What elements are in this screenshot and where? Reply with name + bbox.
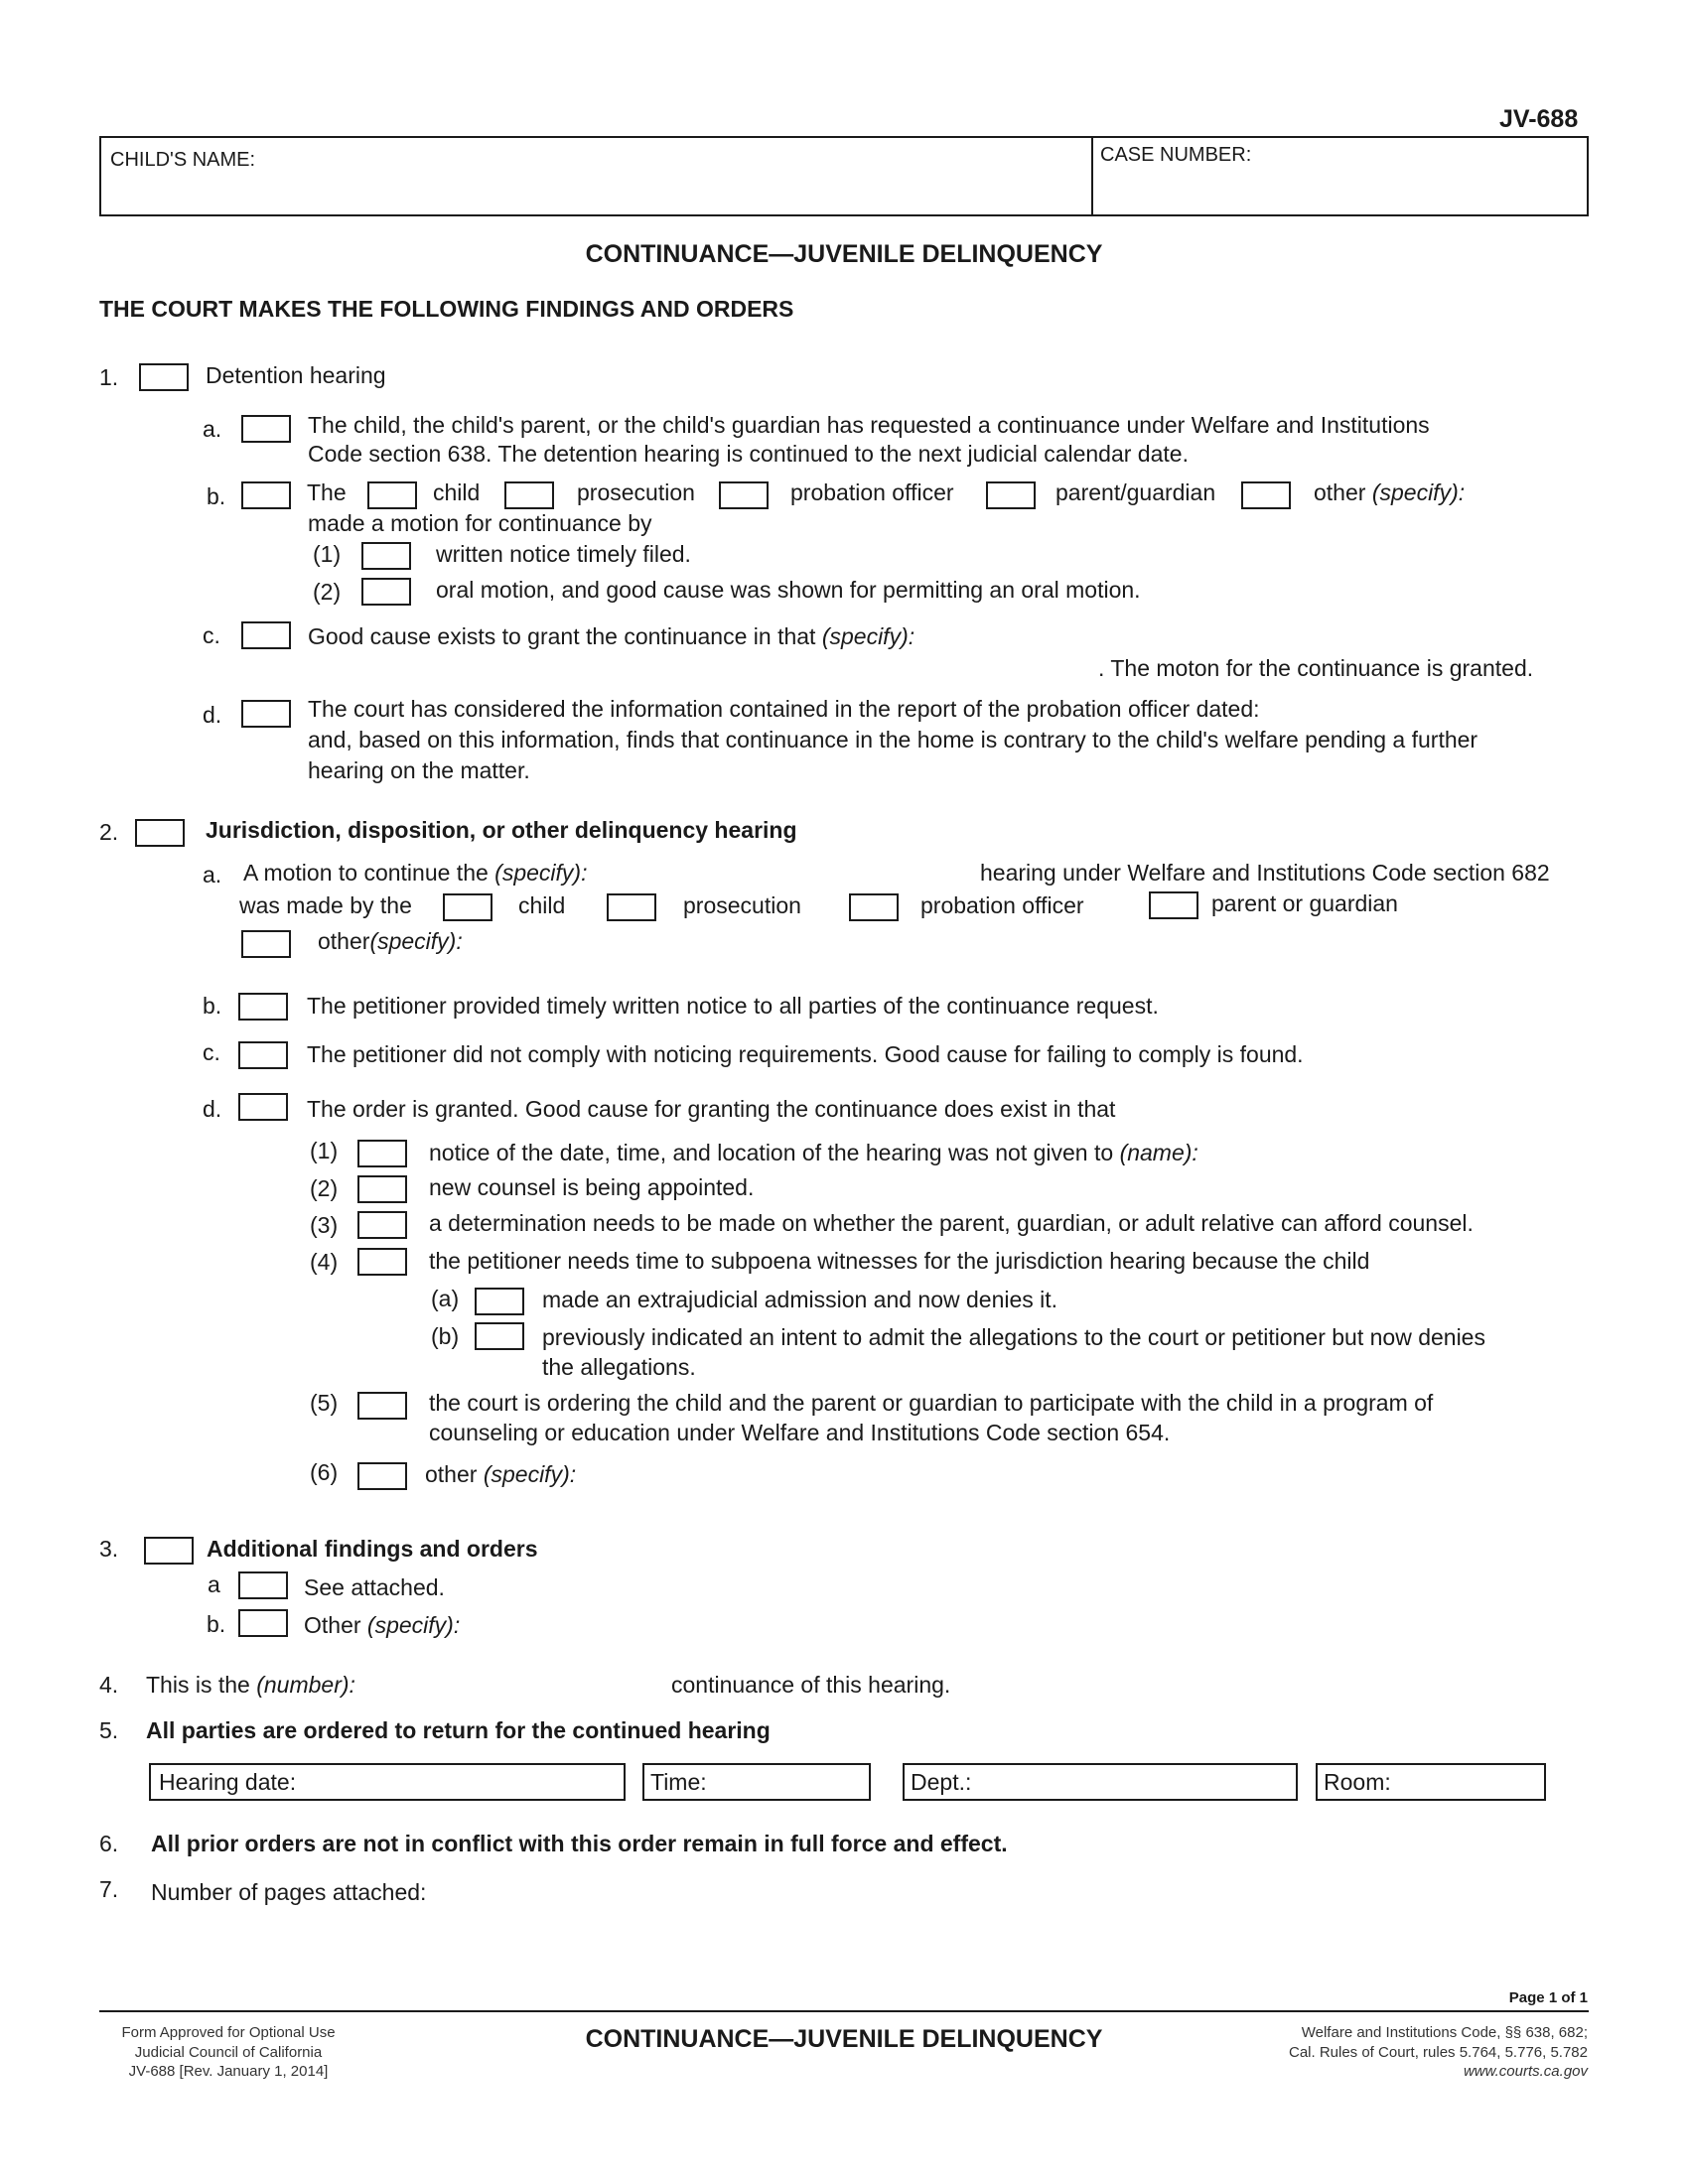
- item-1b-parent-guardian-checkbox[interactable]: [986, 481, 1036, 509]
- item-2a-probation-officer-label: probation officer: [920, 892, 1084, 918]
- item-1b-parent-guardian-label: parent/guardian: [1055, 479, 1216, 505]
- item-1d-line3: hearing on the matter.: [308, 757, 530, 783]
- child-name-label: CHILD'S NAME:: [110, 149, 256, 171]
- item-1b-other-label: [1314, 479, 1465, 505]
- item-2b-checkbox[interactable]: [238, 993, 288, 1021]
- item-2b-letter: b.: [203, 993, 222, 1019]
- item-2d5-number: (5): [310, 1390, 339, 1416]
- item-2a-made-by: was made by the: [239, 892, 412, 918]
- hearing-date-field[interactable]: [149, 1763, 626, 1801]
- section-4-number-label: (number):: [256, 1672, 355, 1698]
- footer-left-line1: Form Approved for Optional Use: [121, 2024, 336, 2041]
- item-1b-opt1-number: (1): [313, 541, 342, 567]
- section-6-text: All prior orders are not in conflict with this order remain in full force and effect.: [151, 1831, 1008, 1856]
- section-2-number: 2.: [99, 819, 119, 845]
- item-3b-letter: b.: [207, 1611, 226, 1637]
- section-3-number: 3.: [99, 1536, 119, 1562]
- item-3b-text: [304, 1612, 460, 1638]
- section-3-title: Additional findings and orders: [207, 1536, 538, 1562]
- item-2a-letter: a.: [203, 862, 222, 887]
- item-1b-opt2-checkbox[interactable]: [361, 578, 411, 606]
- footer-title: CONTINUANCE—JUVENILE DELINQUENCY: [585, 2025, 1103, 2053]
- item-2d6-checkbox[interactable]: [357, 1462, 407, 1490]
- item-2d1-number: (1): [310, 1138, 339, 1163]
- item-1b-opt2-text: oral motion, and good cause was shown for permitting an oral motion.: [436, 577, 1141, 603]
- item-2d6-number: (6): [310, 1459, 339, 1485]
- item-2a-other-specify: (specify):: [369, 928, 463, 954]
- item-1a-line1: The child, the child's parent, or the child's guardian has requested a continuance under Welfare and Institutions: [308, 412, 1430, 438]
- footer-left-line2: Judicial Council of California: [134, 2043, 323, 2061]
- item-1b-other-text: other: [1314, 479, 1366, 505]
- room-field[interactable]: [1316, 1763, 1546, 1801]
- item-2c-checkbox[interactable]: [238, 1041, 288, 1069]
- item-2d2-text: new counsel is being appointed.: [429, 1174, 755, 1200]
- item-2d6-text: [425, 1461, 576, 1487]
- item-1b-other-checkbox[interactable]: [1241, 481, 1291, 509]
- item-1c-specify: (specify):: [821, 623, 915, 649]
- item-1c-text: [308, 623, 914, 649]
- item-2d4a-text: made an extrajudicial admission and now denies it.: [542, 1287, 1058, 1312]
- item-2d4b-line1: previously indicated an intent to admit the allegations to the court or petitioner but now denies: [542, 1324, 1485, 1350]
- item-1d-letter: d.: [203, 702, 222, 728]
- dept-label: Dept.:: [911, 1769, 972, 1795]
- item-1b-opt2-number: (2): [313, 579, 342, 605]
- section-7-text: Number of pages attached:: [151, 1879, 427, 1905]
- footer-left-line3: JV-688 [Rev. January 1, 2014]: [128, 2063, 329, 2080]
- case-number-label: CASE NUMBER:: [1100, 144, 1252, 166]
- section-4-prefix: [146, 1672, 355, 1698]
- item-2d4-text: the petitioner needs time to subpoena witnesses for the jurisdiction hearing because the child: [429, 1248, 1370, 1274]
- hearing-date-label: Hearing date:: [159, 1769, 297, 1795]
- item-2a-prosecution-label: prosecution: [683, 892, 801, 918]
- section-1-number: 1.: [99, 364, 119, 390]
- item-1b-opt1-text: written notice timely filed.: [436, 541, 691, 567]
- item-2a-other-label: [318, 928, 463, 954]
- header-divider: [1091, 136, 1093, 216]
- section-2-title: Jurisdiction, disposition, or other delinquency hearing: [206, 817, 797, 843]
- item-2c-text: The petitioner did not comply with noticing requirements. Good cause for failing to comply is found.: [307, 1041, 1304, 1067]
- item-2d1-text: [429, 1140, 1198, 1165]
- footer-right-line2: Cal. Rules of Court, rules 5.764, 5.776, 5.782: [1288, 2043, 1588, 2061]
- item-1c-checkbox[interactable]: [241, 621, 291, 649]
- item-2d1-main: notice of the date, time, and location of the hearing was not given to: [429, 1140, 1114, 1165]
- section-3-checkbox[interactable]: [144, 1537, 194, 1565]
- item-1b-specify-text: (specify):: [1371, 479, 1466, 505]
- item-2a-child-checkbox[interactable]: [443, 893, 492, 921]
- item-1a-letter: a.: [203, 416, 222, 442]
- section-5-title: All parties are ordered to return for the continued hearing: [146, 1717, 771, 1743]
- form-number: JV-688: [1499, 105, 1579, 133]
- item-2a-main: A motion to continue the: [243, 860, 489, 886]
- footer-right: [1289, 2023, 1588, 2082]
- findings-heading: THE COURT MAKES THE FOLLOWING FINDINGS AND ORDERS: [99, 296, 794, 322]
- section-7-number: 7.: [99, 1876, 119, 1902]
- item-2d-letter: d.: [203, 1096, 222, 1122]
- item-2d-checkbox[interactable]: [238, 1093, 288, 1121]
- footer-right-line1: Welfare and Institutions Code, §§ 638, 682;: [1301, 2024, 1588, 2041]
- item-2b-text: The petitioner provided timely written notice to all parties of the continuance request.: [307, 993, 1159, 1019]
- item-1b-prosecution-checkbox[interactable]: [504, 481, 554, 509]
- item-2d1-checkbox[interactable]: [357, 1140, 407, 1167]
- item-1d-checkbox[interactable]: [241, 700, 291, 728]
- page-count: Page 1 of 1: [1508, 1989, 1588, 2006]
- item-2d3-text: a determination needs to be made on whether the parent, guardian, or adult relative can afford counsel.: [429, 1210, 1474, 1236]
- item-1b-letter: b.: [207, 483, 226, 509]
- item-2a-other-text: other: [318, 928, 370, 954]
- item-3b-main: Other: [304, 1612, 361, 1638]
- section-5-number: 5.: [99, 1717, 119, 1743]
- item-1a-line2: Code section 638. The detention hearing is continued to the next judicial calendar date.: [308, 441, 1189, 467]
- item-2d3-checkbox[interactable]: [357, 1211, 407, 1239]
- section-4-suffix: continuance of this hearing.: [671, 1672, 951, 1698]
- item-3a-checkbox[interactable]: [238, 1571, 288, 1599]
- page-title: CONTINUANCE—JUVENILE DELINQUENCY: [585, 240, 1103, 268]
- item-2a-probation-officer-checkbox[interactable]: [849, 893, 899, 921]
- section-1-checkbox[interactable]: [139, 363, 189, 391]
- item-2d4-number: (4): [310, 1249, 339, 1275]
- continuance-number-field[interactable]: [392, 1668, 660, 1700]
- item-2d6-specify: (specify):: [483, 1461, 577, 1487]
- item-2a-hearing-under: hearing under Welfare and Institutions Code section 682: [980, 860, 1550, 886]
- section-6-number: 6.: [99, 1831, 119, 1856]
- item-1b-the: The: [307, 479, 347, 505]
- item-2a-parent-guardian-label: parent or guardian: [1211, 890, 1398, 916]
- section-2-checkbox[interactable]: [135, 819, 185, 847]
- item-1d-line1: The court has considered the information contained in the report of the probation officer dated:: [308, 696, 1260, 722]
- item-2a-specify: (specify):: [494, 860, 588, 886]
- item-2d3-number: (3): [310, 1212, 339, 1238]
- item-2d2-number: (2): [310, 1175, 339, 1201]
- item-3a-letter: a: [208, 1571, 220, 1597]
- item-1b-opt1-checkbox[interactable]: [361, 542, 411, 570]
- item-1b-probation-officer-label: probation officer: [790, 479, 954, 505]
- item-1c-letter: c.: [203, 622, 220, 648]
- item-2a-parent-guardian-checkbox[interactable]: [1149, 891, 1198, 919]
- item-2d4-checkbox[interactable]: [357, 1248, 407, 1276]
- item-3b-specify: (specify):: [366, 1612, 461, 1638]
- item-1a-checkbox[interactable]: [241, 415, 291, 443]
- item-2d-text: The order is granted. Good cause for granting the continuance does exist in that: [307, 1096, 1116, 1122]
- item-2d5-line2: counseling or education under Welfare and Institutions Code section 654.: [429, 1420, 1171, 1445]
- item-2a-other-checkbox[interactable]: [241, 930, 291, 958]
- item-1b-motion-line: made a motion for continuance by: [308, 510, 652, 536]
- time-field[interactable]: [642, 1763, 871, 1801]
- item-2d6-main: other: [425, 1461, 478, 1487]
- item-2a-text: [243, 860, 587, 886]
- item-1c-main: Good cause exists to grant the continuance in that: [308, 623, 816, 649]
- item-2d5-checkbox[interactable]: [357, 1392, 407, 1420]
- item-2a-prosecution-checkbox[interactable]: [607, 893, 656, 921]
- item-1d-line2: and, based on this information, finds that continuance in the home is contrary to the child's welfare pending a further: [308, 727, 1478, 752]
- time-label: Time:: [650, 1769, 707, 1795]
- item-2d5-line1: the court is ordering the child and the parent or guardian to participate with the child in a program of: [429, 1390, 1434, 1416]
- section-4-this-is: This is the: [146, 1672, 250, 1698]
- dept-field[interactable]: [903, 1763, 1298, 1801]
- item-2d1-name: (name):: [1119, 1140, 1198, 1165]
- pages-attached-field[interactable]: [457, 1874, 755, 1906]
- item-1b-child-checkbox[interactable]: [367, 481, 417, 509]
- section-1-title: Detention hearing: [206, 362, 386, 388]
- item-1c-granted: . The moton for the continuance is granted.: [1098, 655, 1534, 681]
- item-2d4a-number: (a): [431, 1286, 460, 1311]
- item-2d4a-checkbox[interactable]: [475, 1288, 524, 1315]
- item-2c-letter: c.: [203, 1039, 220, 1065]
- footer-rule: [99, 2010, 1589, 2012]
- section-4-number: 4.: [99, 1672, 119, 1698]
- item-2d4b-number: (b): [431, 1323, 460, 1349]
- item-3b-checkbox[interactable]: [238, 1609, 288, 1637]
- item-2a-child-label: child: [518, 892, 566, 918]
- courts-website-link[interactable]: www.courts.ca.gov: [1463, 2063, 1588, 2080]
- item-2d4b-checkbox[interactable]: [475, 1322, 524, 1350]
- item-1b-probation-officer-checkbox[interactable]: [719, 481, 769, 509]
- item-1b-child-label: child: [433, 479, 481, 505]
- room-label: Room:: [1324, 1769, 1391, 1795]
- item-1b-checkbox[interactable]: [241, 481, 291, 509]
- item-2d2-checkbox[interactable]: [357, 1175, 407, 1203]
- item-2d4b-line2: the allegations.: [542, 1354, 696, 1380]
- item-3a-text: See attached.: [304, 1574, 445, 1600]
- item-1b-prosecution-label: prosecution: [577, 479, 695, 505]
